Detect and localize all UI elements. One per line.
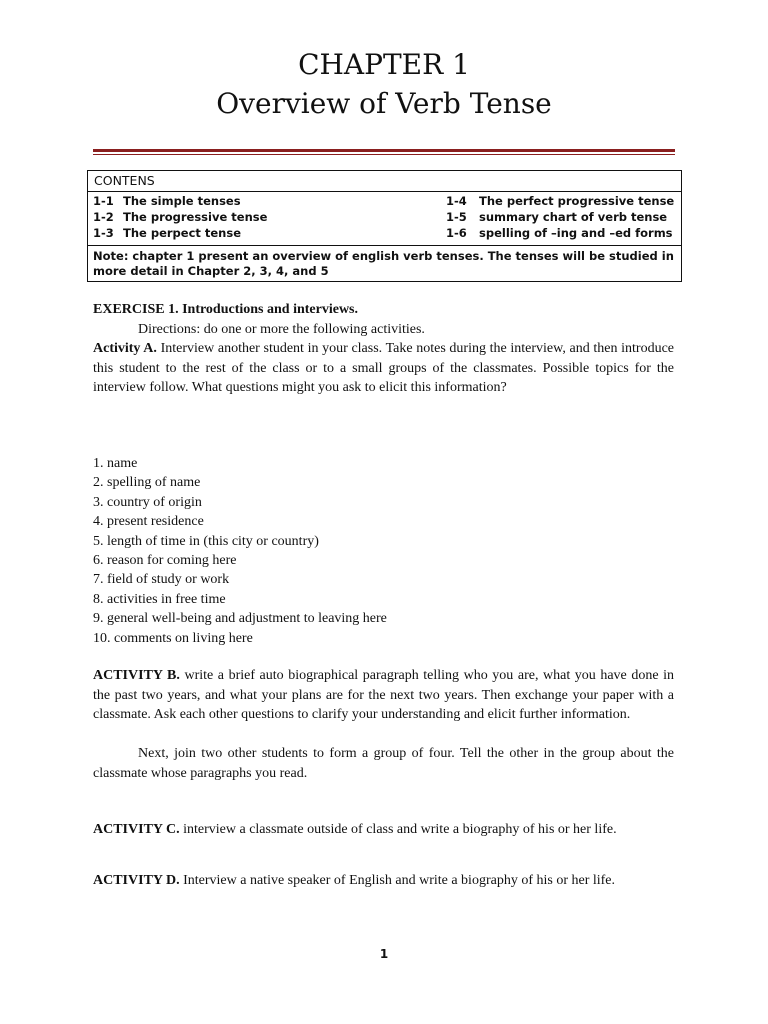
contents-box bbox=[87, 170, 682, 282]
activity-a-paragraph bbox=[93, 339, 674, 398]
list-item: 7. field of study or work bbox=[93, 572, 230, 588]
page-number: 1 bbox=[379, 947, 389, 961]
activity-b-text: write a brief auto biographical paragraph telling who you are, what you have done in the past two years, and what your plans are for the next two years. Then exchange your paper with a classmate. Ask each other questions to clarify your understanding and elicit further information. bbox=[93, 668, 674, 722]
activity-b-label: ACTIVITY B. bbox=[93, 668, 180, 683]
activity-a-label: Activity A. bbox=[93, 341, 157, 356]
topic-list bbox=[93, 454, 387, 648]
activity-d-paragraph bbox=[93, 871, 674, 891]
activity-c-label: ACTIVITY C. bbox=[93, 822, 180, 837]
activity-b-followup: Next, join two other students to form a group of four. Tell the other in the group about the classmate whose paragraphs you read. bbox=[93, 746, 674, 781]
list-item: 1. name bbox=[93, 456, 138, 471]
list-item: 5. length of time in (this city or country) bbox=[93, 533, 319, 549]
activity-a-text: Interview another student in your class. Take notes during the interview, and then introduce this student to the rest of the class or to a small groups of the classmates. Possible topics for the interview follow. What questions might you ask to elicit this information? bbox=[93, 341, 674, 395]
activity-b-paragraph bbox=[93, 666, 674, 725]
contents-item: 1-6 spelling of –ing and –ed forms bbox=[446, 226, 673, 240]
activity-c-text: interview a classmate outside of class and write a biography of his or her life. bbox=[179, 822, 617, 837]
list-item: 9. general well-being and adjustment to leaving here bbox=[93, 611, 387, 627]
exercise-directions: Directions: do one or more the following activities. bbox=[138, 322, 425, 337]
list-item: 10. comments on living here bbox=[93, 630, 253, 646]
title-rule-thin bbox=[93, 154, 675, 155]
list-item: 3. country of origin bbox=[93, 494, 202, 510]
contents-heading: CONTENS bbox=[88, 171, 681, 192]
activity-c-paragraph bbox=[93, 820, 674, 840]
contents-item: 1-4 The perfect progressive tense bbox=[446, 194, 675, 208]
activity-d-label: ACTIVITY D. bbox=[93, 873, 180, 888]
list-item: 6. reason for coming here bbox=[93, 552, 237, 568]
list-item: 8. activities in free time bbox=[93, 591, 226, 607]
contents-items bbox=[88, 192, 681, 246]
contents-item: 1-5 summary chart of verb tense bbox=[446, 210, 668, 224]
exercise-title: EXERCISE 1. Introductions and interviews. bbox=[93, 302, 359, 317]
contents-note: Note: chapter 1 present an overview of english verb tenses. The tenses will be studied in more detail in Chapter 2, 3, 4, and 5 bbox=[93, 249, 674, 278]
activity-d-text: Interview a native speaker of English and write a biography of his or her life. bbox=[179, 873, 616, 888]
chapter-title: Overview of Verb Tense bbox=[216, 87, 552, 120]
contents-item: 1-2 The progressive tense bbox=[93, 210, 268, 224]
list-item: 2. spelling of name bbox=[93, 475, 201, 491]
list-item: 4. present residence bbox=[93, 514, 204, 530]
chapter-number: CHAPTER 1 bbox=[298, 48, 470, 81]
title-rule-thick bbox=[93, 149, 675, 152]
contents-item: 1-1 The simple tenses bbox=[93, 194, 241, 208]
contents-item: 1-3 The perpect tense bbox=[93, 226, 242, 240]
